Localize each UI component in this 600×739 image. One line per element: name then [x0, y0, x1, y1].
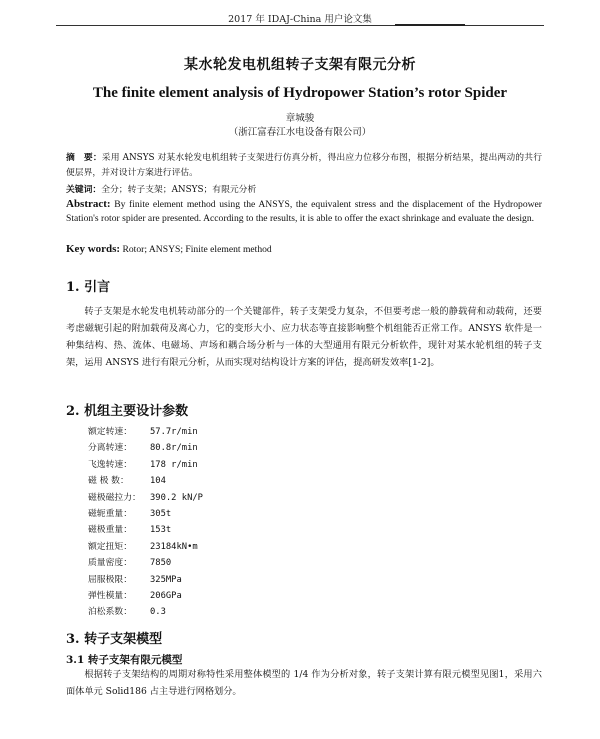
parameter-value: 305t: [150, 508, 172, 519]
parameter-value: 80.8r/min: [150, 443, 198, 454]
section-3-1-paragraph: 根据转子支架结构的周期对称特性采用整体模型的 1/4 作为分析对象，转子支架计算有限元模型见图1，采用六面体单元 Solid186 占主导进行网格划分。: [66, 669, 542, 697]
parameter-row: [88, 424, 408, 440]
parameter-row: [88, 440, 408, 456]
parameter-value: 104: [150, 476, 166, 487]
keywords-cn-text: 全分；转子支架；ANSYS；有限元分析: [101, 185, 257, 195]
abstract-en-label: Abstract:: [66, 198, 111, 210]
section-3-heading: 3. 转子支架模型: [66, 632, 163, 647]
parameter-row: [88, 539, 408, 555]
parameter-row: [88, 555, 408, 571]
title-english: The finite element analysis of Hydropower Station’s rotor Spider: [92, 85, 508, 101]
parameter-value: 23184kN•m: [150, 541, 198, 552]
affiliation: （浙江富春江水电设备有限公司）: [228, 127, 372, 138]
parameter-row: [88, 522, 408, 538]
keywords-cn-label: 关键词：: [66, 185, 102, 195]
section-3-1-heading: 3.1 转子支架有限元模型: [66, 654, 183, 666]
running-header: 2017 年 IDAJ-China 用户论文集: [228, 14, 372, 25]
parameter-row: [88, 506, 408, 522]
parameter-row: [88, 572, 408, 588]
parameter-value: 390.2 kN/P: [150, 492, 203, 503]
parameter-name: 飞逸转速：: [88, 459, 132, 470]
parameter-name: 分离转速：: [88, 443, 132, 454]
parameter-name: 泊松系数：: [88, 607, 132, 618]
parameter-value: 206GPa: [150, 590, 182, 601]
parameter-name: 磁极磁拉力：: [88, 492, 141, 503]
author: 章城骏: [285, 113, 315, 124]
parameter-row: [88, 473, 408, 489]
parameter-name: 磁轭重量：: [88, 508, 132, 519]
header-rule: [56, 25, 544, 26]
section-1-heading: 1. 引言: [66, 280, 111, 295]
parameter-name: 屈服极限：: [88, 574, 132, 585]
abstract-en-text: By finite element method using the ANSYS, the equivalent stress and the displacement of the Hydropower Station's rotor spider are presented. According to the results, it is able to offer the exact shrinkage and evaluate the design.: [66, 199, 543, 224]
parameter-row: [88, 588, 408, 604]
parameter-value: 325MPa: [150, 574, 182, 585]
parameter-name: 质量密度：: [88, 558, 132, 569]
keywords-english: [66, 243, 542, 255]
keywords-chinese: [66, 182, 542, 195]
parameter-value: 153t: [150, 525, 172, 536]
parameter-name: 弹性模量：: [88, 590, 132, 601]
abstract-chinese: [66, 151, 542, 181]
parameter-name: 磁极重量：: [88, 525, 132, 536]
keywords-en-text: Rotor; ANSYS; Finite element method: [122, 244, 272, 255]
parameter-value: 178 r/min: [150, 459, 198, 470]
parameter-name: 额定扭矩：: [88, 541, 132, 552]
section-2-heading: 2. 机组主要设计参数: [66, 404, 189, 419]
parameter-row: [88, 490, 408, 506]
parameter-name: 磁 极 数：: [88, 476, 129, 487]
abstract-english: [66, 197, 542, 226]
parameter-value: 0.3: [150, 607, 166, 618]
parameter-row: [88, 457, 408, 473]
parameter-name: 额定转速：: [88, 427, 132, 437]
parameter-value: 57.7r/min: [150, 427, 198, 437]
abstract-cn-text: 采用 ANSYS 对某水轮发电机组转子支架进行仿真分析，得出应力位移分布图，根据分析结果，提出两动的共行便层界，并对设计方案进行评估。: [66, 153, 542, 178]
parameter-value: 7850: [150, 558, 172, 569]
title-chinese: 某水轮发电机组转子支架有限元分析: [184, 57, 416, 73]
parameter-row: [88, 604, 408, 620]
design-parameters-list: [88, 424, 408, 621]
header-rule-accent: [395, 24, 465, 26]
section-1-paragraph: 转子支架是水轮发电机转动部分的一个关键部件，转子支架受力复杂，不但要考虑一般的静载荷和动载荷，还要考虑磁轭引起的附加载荷及离心力，它的变形大小、应力状态等直接影响整个机组能否正常工作。ANSYS 软件是一种集结构、热、流体、电磁场、声场和耦合场分析与一体的大型通用有限元分析软件，现针对某水轮机组的转子支架，运用 ANSYS 进行有限元分析，从而实现对结构设计方案的评估，提高研发效率[1-2]。: [66, 306, 542, 368]
keywords-en-label: Key words:: [66, 243, 121, 255]
abstract-cn-label: 摘 要：: [66, 153, 102, 163]
